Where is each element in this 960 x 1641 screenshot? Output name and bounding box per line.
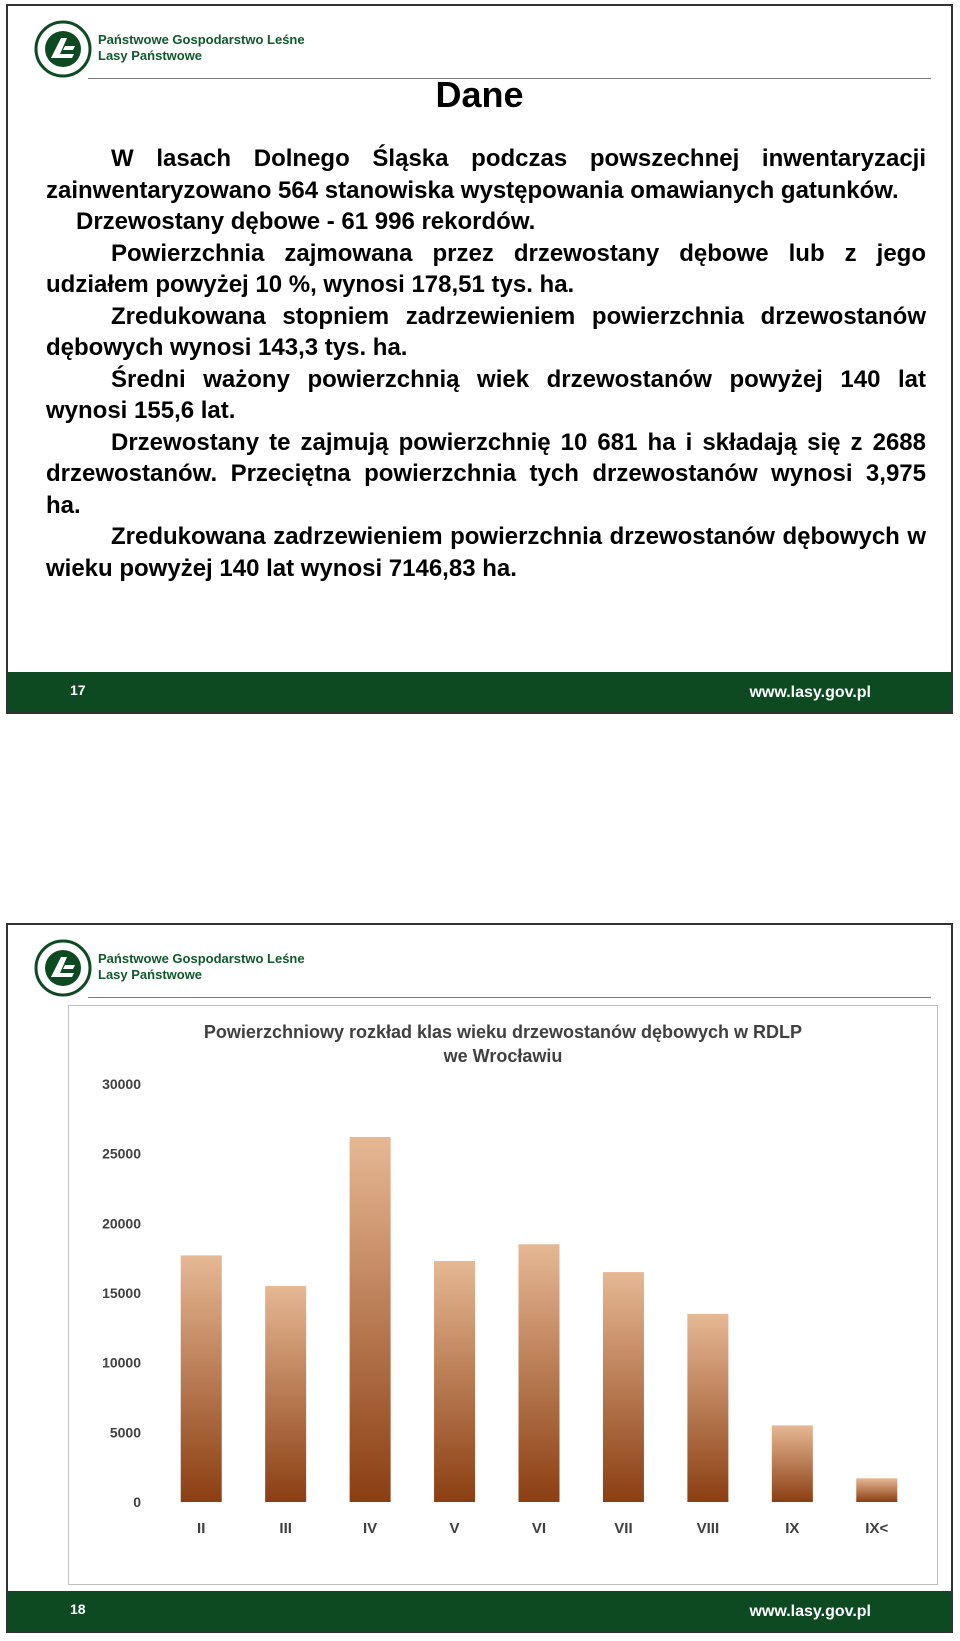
x-tick-label: III <box>279 1520 292 1537</box>
x-tick-label: II <box>197 1520 206 1537</box>
footer-url-link[interactable]: www.lasy.gov.pl <box>749 1603 871 1620</box>
paragraph-4: Zredukowana stopniem zadrzewieniem powierzchnia drzewostanów dębowych wynosi 143,3 tys. ha. <box>46 302 926 361</box>
y-tick-label: 30000 <box>102 1076 141 1092</box>
chart-title <box>69 1020 937 1068</box>
x-tick-label: V <box>449 1520 460 1537</box>
page-number: 17 <box>70 682 86 698</box>
slide-body-text <box>46 143 926 584</box>
x-tick-label: IV <box>363 1520 378 1537</box>
paragraph-6: Drzewostany te zajmują powierzchnię 10 681 ha i składają się z 2688 drzewostanów. Przeciętna powierzchnia tych drzewostanów wynosi 3,975 ha. <box>46 428 926 519</box>
bar-VI <box>519 1244 560 1502</box>
header-divider <box>88 997 931 998</box>
org-line-2: Lasy Państwowe <box>98 48 203 63</box>
y-tick-label: 0 <box>133 1494 141 1510</box>
paragraph-1: W lasach Dolnego Śląska podczas powszechnej inwentaryzacji zainwentaryzowano 564 stanowiska występowania omawianych gatunków. <box>46 145 926 204</box>
org-line-1: Państwowe Gospodarstwo Leśne <box>98 951 305 966</box>
org-line-2: Lasy Państwowe <box>98 967 203 982</box>
x-tick-label: IX <box>785 1520 800 1537</box>
bar-III <box>265 1286 306 1502</box>
bar-chart <box>69 1006 937 1584</box>
paragraph-2: Drzewostany dębowe - 61 996 rekordów. <box>76 208 536 235</box>
bar-chart-container <box>68 1005 938 1585</box>
x-tick-label: VII <box>614 1520 633 1537</box>
x-tick-label: VI <box>531 1520 547 1537</box>
bar-IX< <box>856 1478 897 1502</box>
slide-title: Dane <box>435 74 524 115</box>
chart-title-line-1: Powierzchniowy rozkład klas wieku drzewostanów dębowych w RDLP <box>203 1022 803 1042</box>
paragraph-5: Średni ważony powierzchnią wiek drzewostanów powyżej 140 lat wynosi 155,6 lat. <box>46 365 926 424</box>
lasy-panstwowe-logo-icon <box>34 20 92 78</box>
footer-url-link[interactable]: www.lasy.gov.pl <box>749 684 871 701</box>
x-tick-label: VIII <box>696 1520 720 1537</box>
chart-title-line-2: we Wrocławiu <box>443 1046 563 1066</box>
bar-IX <box>772 1425 813 1502</box>
org-line-1: Państwowe Gospodarstwo Leśne <box>98 32 305 47</box>
x-tick-label: IX< <box>865 1520 889 1537</box>
bar-VIII <box>687 1314 728 1502</box>
page-number: 18 <box>70 1601 86 1617</box>
bar-V <box>434 1261 475 1502</box>
bar-IV <box>350 1137 391 1502</box>
bar-II <box>181 1255 222 1502</box>
y-tick-label: 15000 <box>102 1285 141 1301</box>
paragraph-7: Zredukowana zadrzewieniem powierzchnia drzewostanów dębowych w wieku powyżej 140 lat wynosi 7146,83 ha. <box>46 523 926 582</box>
organization-name <box>98 951 305 983</box>
slide-17 <box>6 4 953 714</box>
organization-name <box>98 32 305 64</box>
paragraph-3: Powierzchnia zajmowana przez drzewostany dębowe lub z jego udziałem powyżej 10 %, wynosi 178,51 tys. ha. <box>46 239 926 298</box>
slide-18 <box>6 923 953 1633</box>
bar-VII <box>603 1272 644 1502</box>
lasy-panstwowe-logo-icon <box>34 939 92 997</box>
y-tick-label: 25000 <box>102 1145 141 1162</box>
y-tick-label: 5000 <box>109 1424 141 1441</box>
slide-footer <box>8 672 951 712</box>
y-tick-label: 10000 <box>102 1354 141 1371</box>
slide-footer <box>8 1591 951 1631</box>
y-tick-label: 20000 <box>102 1215 141 1232</box>
